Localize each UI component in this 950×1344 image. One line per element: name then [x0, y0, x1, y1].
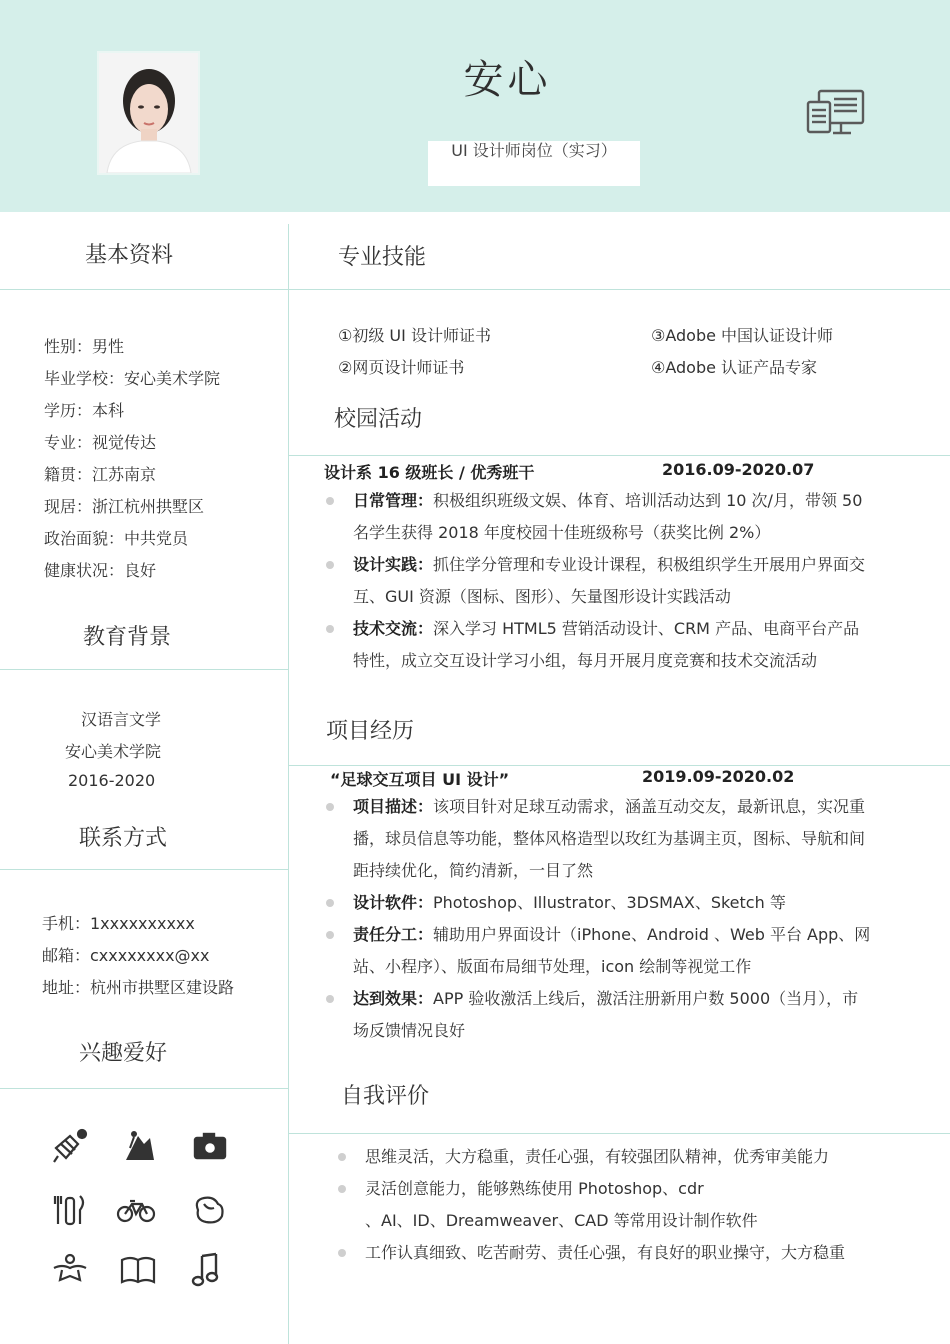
basic-item-school: 毕业学校：安心美术学院 — [44, 369, 221, 388]
skill-item: ①初级 UI 设计师证书 — [338, 326, 491, 345]
basic-item-health: 健康状况：良好 — [44, 561, 157, 580]
bullet-text: 站、小程序）、版面布局细节处理，icon 绘制等视觉工作 — [353, 957, 752, 976]
section-rule — [0, 1088, 289, 1089]
bullet-text: 深入学习 HTML5 营销活动设计、CRM 产品、电商平台产品 — [433, 619, 860, 638]
bullet-text: 特性，成立交互设计学习小组，每月开展月度竞赛和技术交流活动 — [353, 651, 818, 670]
music-icon — [186, 1250, 226, 1290]
bullet-line — [353, 983, 858, 1015]
bullet-label: 日常管理： — [353, 491, 434, 510]
bullet-line — [353, 581, 731, 613]
project-title: 项目经历 — [326, 719, 415, 744]
bullet-dot — [326, 561, 334, 569]
contact-email: 邮箱：cxxxxxxxx@xx — [42, 946, 210, 965]
section-rule — [289, 765, 950, 766]
section-rule — [289, 1133, 950, 1134]
bullet-dot — [338, 1249, 346, 1257]
campus-period: 2016.09-2020.07 — [662, 460, 815, 479]
bullet-label: 设计软件： — [353, 893, 434, 912]
bullet-text: Photoshop、Illustrator、3DSMAX、Sketch 等 — [433, 893, 786, 912]
bullet-line — [353, 613, 859, 645]
contact-title: 联系方式 — [79, 826, 168, 851]
bullet-line — [353, 1015, 465, 1047]
badminton-icon — [50, 1126, 90, 1166]
bullet-line — [353, 823, 865, 855]
contact-phone: 手机：1xxxxxxxxxx — [42, 914, 195, 933]
bullet-line — [353, 517, 770, 549]
bullet-dot — [326, 995, 334, 1003]
bullet-dot — [326, 931, 334, 939]
bicycle-icon — [116, 1190, 156, 1230]
bullet-dot — [326, 803, 334, 811]
basic-item-major: 专业：视觉传达 — [44, 433, 157, 452]
contact-address: 地址：杭州市拱墅区建设路 — [42, 978, 235, 997]
bullet-label: 责任分工： — [353, 925, 434, 944]
bullet-line — [353, 645, 817, 677]
profile-photo — [97, 51, 200, 175]
bullet-line — [353, 791, 865, 823]
bullet-line — [365, 1205, 758, 1237]
basic-item-degree: 学历：本科 — [44, 401, 125, 420]
bullet-label: 项目描述： — [353, 797, 434, 816]
section-rule — [0, 869, 289, 870]
bullet-text: 距持续优化，简约清新，一目了然 — [353, 861, 594, 880]
book-icon — [118, 1250, 158, 1290]
bullet-line — [365, 1237, 845, 1269]
bullet-text: 该项目针对足球互动需求，涵盖互动交友，最新讯息，实况重 — [433, 797, 866, 816]
campus-title: 校园活动 — [334, 407, 423, 432]
bullet-text: 辅助用户界面设计（iPhone、Android 、Web 平台 App、网 — [433, 925, 871, 944]
project-name: “足球交互项目 UI 设计” — [330, 770, 510, 789]
bullet-line — [353, 919, 870, 951]
cooking-icon — [50, 1190, 90, 1230]
bullet-label: 设计实践： — [353, 555, 434, 574]
bullet-line — [353, 951, 751, 983]
candidate-name: 安心 — [463, 57, 552, 103]
column-divider — [288, 224, 289, 1344]
project-period: 2019.09-2020.02 — [642, 767, 795, 786]
bullet-text: 、AI、ID、Dreamweaver、CAD 等常用设计制作软件 — [365, 1211, 758, 1230]
skill-item: ③Adobe 中国认证设计师 — [651, 326, 834, 345]
bullet-line — [353, 887, 786, 919]
section-rule — [0, 669, 289, 670]
bullet-line — [353, 549, 865, 581]
education-years: 2016-2020 — [68, 771, 156, 790]
bullet-line — [353, 485, 862, 517]
education-school: 安心美术学院 — [65, 742, 162, 761]
hobbies-title: 兴趣爱好 — [79, 1041, 168, 1066]
bullet-text: 互、GUI 资源（图标、图形）、矢量图形设计实践活动 — [353, 587, 731, 606]
bullet-dot — [326, 497, 334, 505]
yoga-icon — [50, 1250, 90, 1290]
fitness-icon — [188, 1190, 228, 1230]
bullet-line — [353, 855, 593, 887]
bullet-text: APP 验收激活上线后，激活注册新用户数 5000（当月），市 — [433, 989, 859, 1008]
basic-item-gender: 性别：男性 — [44, 337, 125, 356]
climbing-icon — [120, 1126, 160, 1166]
job-title: UI 设计师岗位（实习） — [428, 141, 640, 186]
camera-icon — [190, 1126, 230, 1166]
bullet-text: 工作认真细致、吃苦耐劳、责任心强，有良好的职业操守，大方稳重 — [365, 1243, 846, 1262]
education-title: 教育背景 — [83, 625, 172, 650]
bullet-text: 播，球员信息等功能，整体风格造型以玫红为基调主页，图标、导航和间 — [353, 829, 866, 848]
self-eval-title: 自我评价 — [341, 1084, 430, 1109]
bullet-text: 思维灵活，大方稳重，责任心强，有较强团队精神，优秀审美能力 — [365, 1147, 830, 1166]
section-rule — [289, 455, 950, 456]
resume-board-icon — [805, 88, 867, 138]
bullet-text: 抓住学分管理和专业设计课程，积极组织学生开展用户界面交 — [433, 555, 866, 574]
bullet-dot — [326, 899, 334, 907]
bullet-label: 达到效果： — [353, 989, 434, 1008]
skill-item: ②网页设计师证书 — [338, 358, 465, 377]
bullet-dot — [338, 1185, 346, 1193]
education-major: 汉语言文学 — [81, 710, 162, 729]
bullet-text: 积极组织班级文娱、体育、培训活动达到 10 次/月，带领 50 — [433, 491, 863, 510]
section-rule — [0, 289, 950, 290]
bullet-line — [365, 1173, 704, 1205]
bullet-dot — [338, 1153, 346, 1161]
basic-item-political: 政治面貌：中共党员 — [44, 529, 189, 548]
skills-title: 专业技能 — [338, 245, 427, 270]
bullet-text: 场反馈情况良好 — [353, 1021, 466, 1040]
bullet-label: 技术交流： — [353, 619, 434, 638]
basic-item-residence: 现居：浙江杭州拱墅区 — [44, 497, 205, 516]
basic-info-title: 基本资料 — [85, 243, 174, 268]
skill-item: ④Adobe 认证产品专家 — [651, 358, 818, 377]
bullet-text: 名学生获得 2018 年度校园十佳班级称号（获奖比例 2%） — [353, 523, 771, 542]
bullet-dot — [326, 625, 334, 633]
bullet-text: 灵活创意能力，能够熟练使用 Photoshop、cdr — [365, 1179, 704, 1198]
bullet-line — [365, 1141, 829, 1173]
campus-role: 设计系 16 级班长 / 优秀班干 — [324, 463, 535, 482]
basic-item-origin: 籍贯：江苏南京 — [44, 465, 157, 484]
